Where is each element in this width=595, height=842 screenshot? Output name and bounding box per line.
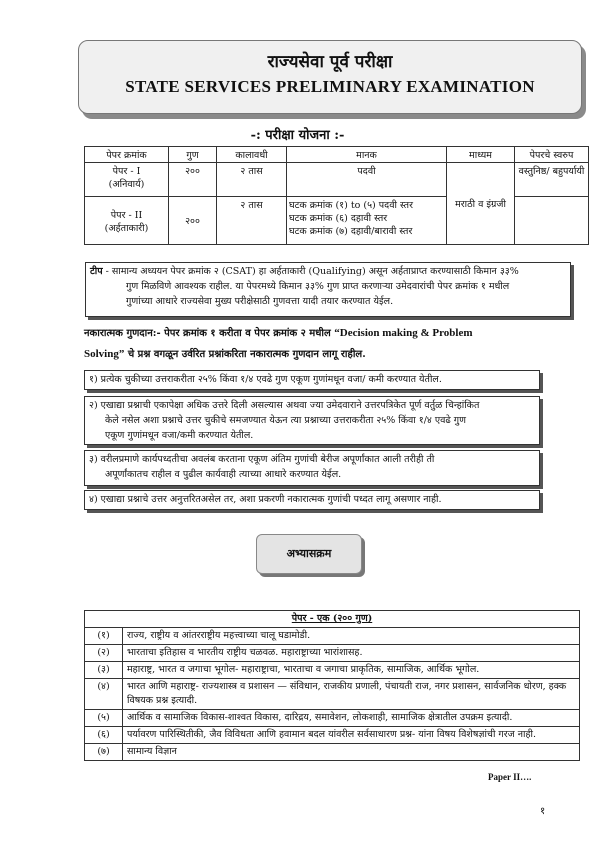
rule-box bbox=[84, 450, 540, 486]
syllabus-item-number: (३) bbox=[85, 662, 123, 679]
table-row bbox=[85, 710, 580, 727]
medium-cell: मराठी व इंग्रजी bbox=[447, 163, 515, 245]
note-box bbox=[85, 262, 571, 317]
syllabus-item-number: (७) bbox=[85, 744, 123, 761]
exam-plan-table bbox=[84, 146, 589, 245]
col-header-standard: मानक bbox=[287, 147, 447, 163]
table-row bbox=[85, 744, 580, 761]
rule-line: ३) वरीलप्रमाणे कार्यपध्दतीचा अवलंब करताना एकूण अंतिम गुणांची बेरीज अपूर्णांकात आली तरीही ती bbox=[89, 454, 435, 465]
negative-marking-text: नकारात्मक गुणदान:- पेपर क्रमांक १ करीता व पेपर क्रमांक २ मधील bbox=[84, 328, 335, 339]
rule-line: केले नसेल अशा प्रश्नाचे उत्तर चुकीचे समजण्यात येऊन त्या प्रश्नाच्या उत्तराकरीता २५% किंवा १/४ एवढे गुण bbox=[105, 415, 466, 426]
rule-line: ४) एखाद्या प्रश्नाचे उत्तर अनुत्तरितअसेल तर, अशा प्रकरणी नकारात्मक गुणांची पध्दत लागू असणार नाही. bbox=[89, 494, 442, 505]
table-header-row bbox=[85, 147, 589, 163]
col-header-marks: गुण bbox=[169, 147, 217, 163]
paper2-cell bbox=[85, 197, 169, 245]
paper2-type: (अर्हताकारी) bbox=[104, 222, 149, 234]
continued-note: Paper II…. bbox=[488, 772, 532, 782]
nature-cell-empty bbox=[515, 197, 589, 245]
note-line bbox=[90, 264, 566, 279]
syllabus-header-row bbox=[85, 611, 580, 628]
paper1-cell bbox=[85, 163, 169, 197]
table-row bbox=[85, 628, 580, 645]
negative-marking-english: Solving” bbox=[84, 348, 125, 360]
syllabus-heading-box: अभ्यासक्रम bbox=[256, 534, 362, 574]
syllabus-table bbox=[84, 610, 580, 761]
syllabus-item-number: (४) bbox=[85, 679, 123, 710]
syllabus-item-number: (६) bbox=[85, 727, 123, 744]
syllabus-item-text: महाराष्ट्र, भारत व जगाचा भूगोल- महाराष्ट्राचा, भारताचा व जगाचा प्राकृतिक, सामाजिक, आर्थिक भूगोल. bbox=[123, 662, 580, 679]
note-label: टीप bbox=[90, 266, 103, 277]
syllabus-item-text: राज्य, राष्ट्रीय व आंतरराष्ट्रीय महत्त्वाच्या चालू घडामोडी. bbox=[123, 628, 580, 645]
exam-plan-heading: -: परीक्षा योजना :- bbox=[250, 128, 345, 143]
rule-box bbox=[84, 370, 540, 390]
paper1-marks: २०० bbox=[169, 163, 217, 197]
rule-line: अपूर्णांकातच राहील व पुढील कार्यवाही त्याच्या आधारे करण्यात येईल. bbox=[105, 469, 342, 480]
rule-box bbox=[84, 490, 540, 510]
syllabus-item-text: पर्यावरण पारिस्थितीकी, जैव विविधता आणि हवामान बदल यांवरील सर्वसाधारण प्रश्न- यांना विषय विशेषज्ञांची गरज नाही. bbox=[123, 727, 580, 744]
syllabus-item-number: (१) bbox=[85, 628, 123, 645]
syllabus-paper-title: पेपर - एक (२०० गुण) bbox=[85, 611, 580, 628]
syllabus-item-number: (५) bbox=[85, 710, 123, 727]
table-row bbox=[85, 679, 580, 710]
paper1-type: (अनिवार्य) bbox=[108, 179, 145, 190]
rule-line: १) प्रत्येक चुकीच्या उत्तराकरीता २५% किंवा १/४ एवढे गुण एकूण गुणांमधून वजा/ कमी करण्यात येतील. bbox=[89, 374, 442, 385]
paper2-marks: २०० bbox=[169, 197, 217, 245]
table-row bbox=[85, 727, 580, 744]
note-line: गुण मिळविणे आवश्यक राहील. या पेपरमध्ये किमान ३३% गुण प्राप्त करणाऱ्या उमेदवारांची पेपर क्रमांक १ मधील bbox=[126, 281, 510, 292]
paper1-name: पेपर - I bbox=[112, 166, 141, 177]
negative-marking-paragraph bbox=[84, 323, 584, 365]
paper2-standard-line: घटक क्रमांक (७) दहावी/बारावी स्तर bbox=[289, 226, 413, 237]
note-text: - सामान्य अध्ययन पेपर क्रमांक २ (CSAT) हा अर्हताकारी (Qualifying) असून अर्हताप्राप्त करण्यासाठी किमान ३३% bbox=[102, 266, 519, 277]
page-number: १ bbox=[540, 806, 546, 817]
syllabus-item-text: भारताचा इतिहास व भारतीय राष्ट्रीय चळवळ. महाराष्ट्राच्या भारांशासह. bbox=[123, 645, 580, 662]
col-header-medium: माध्यम bbox=[447, 147, 515, 163]
syllabus-item-text: भारत आणि महाराष्ट्र- राज्यशास्त्र व प्रशासन — संविधान, राजकीय प्रणाली, पंचायती राज, नगर प्रशासन, सार्वजनिक धोरण, हक्क विषयक प्रश्न इत्यादी. bbox=[123, 679, 580, 710]
nature-cell: वस्तुनिष्ठ/ बहुपर्यायी bbox=[515, 163, 589, 197]
title-banner bbox=[78, 40, 582, 114]
col-header-nature: पेपरचे स्वरुप bbox=[515, 147, 589, 163]
title-english: STATE SERVICES PRELIMINARY EXAMINATION bbox=[125, 77, 535, 96]
table-row bbox=[85, 645, 580, 662]
col-header-paper: पेपर क्रमांक bbox=[85, 147, 169, 163]
rule-box bbox=[84, 396, 540, 445]
title-marathi: राज्यसेवा पूर्व परीक्षा bbox=[267, 52, 393, 72]
syllabus-item-number: (२) bbox=[85, 645, 123, 662]
paper1-duration: २ तास bbox=[217, 163, 287, 197]
rule-line: एकूण गुणांमधून वजा/कमी करण्यात येतील. bbox=[105, 430, 254, 441]
col-header-duration: कालावधी bbox=[217, 147, 287, 163]
negative-marking-english: “Decision making & Problem bbox=[334, 327, 473, 339]
syllabus-item-text: आर्थिक व सामाजिक विकास-शाश्वत विकास, दारिद्रय, समावेशन, लोकशाही, सामाजिक क्षेत्रातील उपक्रम इत्यादी. bbox=[123, 710, 580, 727]
table-row bbox=[85, 662, 580, 679]
syllabus-item-text: सामान्य विज्ञान bbox=[123, 744, 580, 761]
paper2-standard-line: घटक क्रमांक (१) to (५) पदवी स्तर bbox=[289, 200, 413, 211]
note-line: गुणांच्या आधारे राज्यसेवा मुख्य परीक्षेसाठी गुणवत्ता यादी तयार करण्यात येईल. bbox=[126, 296, 394, 307]
paper1-standard: पदवी bbox=[287, 163, 447, 197]
negative-marking-text: चे प्रश्न वगळून उर्वरित प्रश्नांकरिता नकारात्मक गुणदान लागू राहील. bbox=[124, 349, 366, 360]
paper2-standard bbox=[287, 197, 447, 245]
table-row bbox=[85, 163, 589, 197]
paper2-standard-line: घटक क्रमांक (६) दहावी स्तर bbox=[289, 213, 388, 224]
paper2-duration: २ तास bbox=[217, 197, 287, 245]
rule-line: २) एखाद्या प्रश्नाची एकापेक्षा अधिक उत्तरे दिली असल्यास अथवा ज्या उमेदवाराने उत्तरपत्रिकेत पूर्ण वर्तुळ चिन्हांकित bbox=[89, 400, 480, 411]
paper2-name: पेपर - II bbox=[110, 209, 143, 221]
